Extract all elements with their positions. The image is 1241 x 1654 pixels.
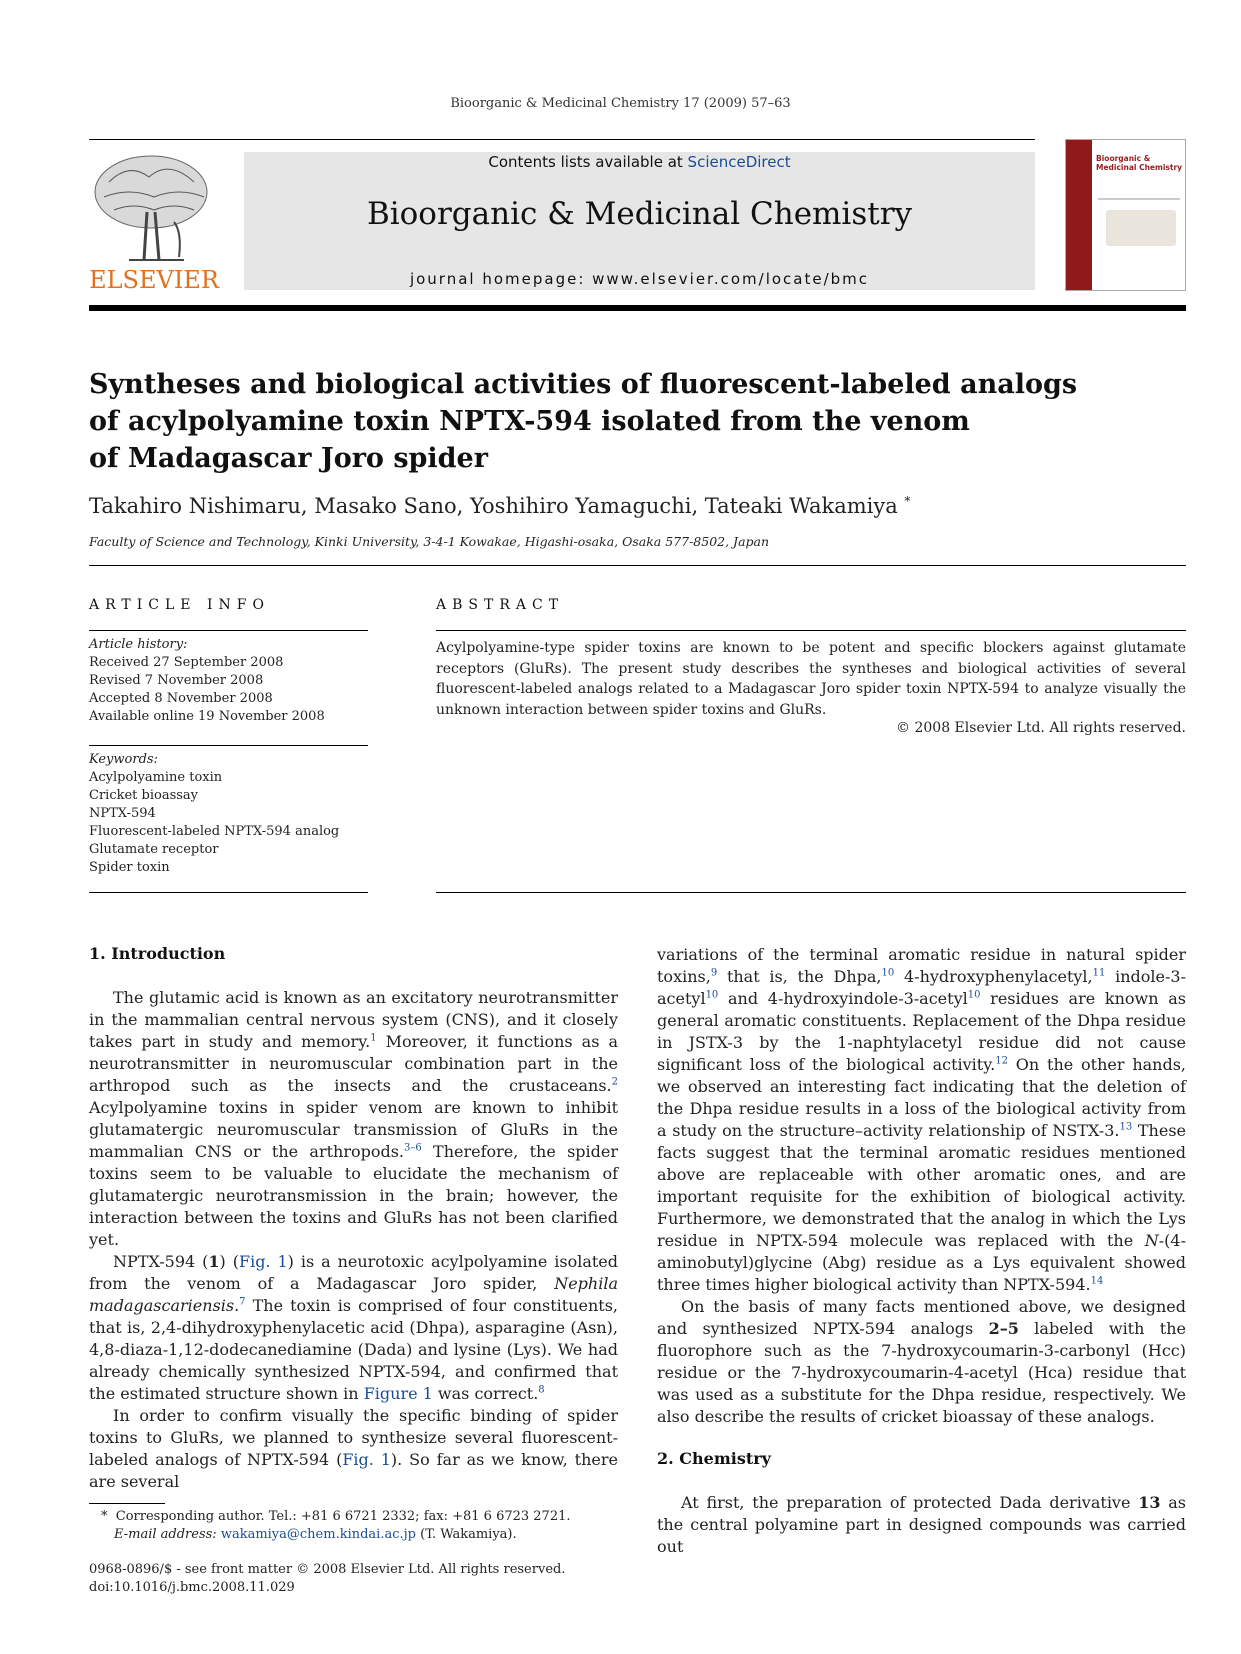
- figure-link[interactable]: Figure 1: [363, 1384, 433, 1403]
- intro-paragraph-3: In order to confirm visually the specific binding of spider toxins to GluRs, we planned to synthesize several fluorescent-labeled analogs of NPTX-594 (Fig. 1). So far as we know, there are several: [89, 1406, 618, 1491]
- ref-link[interactable]: 10: [967, 989, 981, 1001]
- section-heading-chemistry: 2. Chemistry: [657, 1449, 771, 1468]
- doi-line[interactable]: doi:10.1016/j.bmc.2008.11.029: [89, 1580, 295, 1595]
- ref-link[interactable]: 13: [1119, 1121, 1133, 1133]
- affiliation: Faculty of Science and Technology, Kinki University, 3-4-1 Kowakae, Higashi-osaka, Osaka 577-8502, Japan: [89, 534, 770, 549]
- cover-divider: [1098, 198, 1180, 200]
- ref-link[interactable]: 11: [1092, 967, 1106, 979]
- journal-cover-thumbnail: [1065, 139, 1186, 291]
- journal-homepage[interactable]: journal homepage: www.elsevier.com/locate/bmc: [409, 270, 870, 288]
- intro-paragraph-2: NPTX-594 (1) (Fig. 1) is a neurotoxic acylpolyamine isolated from the venom of a Madagascar Joro spider, Nephila madagascariensis.$^7$ The toxin is comprised of four constituents, that is, 2,4-dihydroxyphenylacetic acid (Dhpa), asparagine (Asn), 4,8-diaza-1,12-dodecanediamine (Dada) and lysine (Lys). We had already chemically synthesized NPTX-594, and confirmed that the estimated structure shown in Figure 1 was correct.$^8$: [89, 1252, 619, 1403]
- header-top-rule: [89, 139, 1035, 140]
- ref-link[interactable]: 14: [1090, 1275, 1104, 1287]
- keyword-item: NPTX-594: [89, 806, 156, 821]
- intro-paragraph-3-continued: variations of the terminal aromatic residue in natural spider toxins,$^9$ that is, the Dhpa,$^{10}$ 4-hydroxyphenylacetyl,$^{11}$ indole-3-acetyl$^{10}$ and 4-hydroxyindole-3-acetyl$^{10}$ residues are known as general aromatic constituents. Replacement of the Dhpa residue in JSTX-3 by the 1-naphtylacetyl residue did not cause significant loss of the biological activity.$^{12}$ On the other hands, we observed an interesting fact indicating that the deletion of the Dhpa residue results in a loss of the biological activity from a study on the structure–activity relationship of NSTX-3.13 These facts suggest that the terminal aromatic residues mentioned above are replaceable with other aromatic ones, and are important requisite for the exhibition of biological activity. Furthermore, we demonstrated that the analog in which the Lys residue in NPTX-594 molecule was replaced with the N-(4-aminobutyl)glycine (Abg) residue as a Lys equivalent showed three times higher biological activity than NPTX-594.14: [657, 945, 1187, 1294]
- ref-link[interactable]: 9: [710, 967, 718, 979]
- ref-link[interactable]: 10: [881, 967, 895, 979]
- abstract-copyright: © 2008 Elsevier Ltd. All rights reserved.: [896, 720, 1186, 736]
- title-line: of acylpolyamine toxin NPTX-594 isolated from the venom: [89, 406, 970, 437]
- ref-link[interactable]: 2: [611, 1076, 618, 1088]
- elsevier-wordmark: ELSEVIER: [89, 266, 219, 294]
- header-thick-rule: [89, 305, 1186, 311]
- ref-link[interactable]: 8: [538, 1384, 545, 1396]
- authors-text: Takahiro Nishimaru, Masako Sano, Yoshihiro Yamaguchi, Tateaki Wakamiya: [89, 494, 898, 518]
- journal-citation: Bioorganic & Medicinal Chemistry 17 (2009) 57–63: [450, 96, 791, 111]
- history-label: Article history:: [89, 637, 188, 652]
- intro-paragraph-4: On the basis of many facts mentioned above, we designed and synthesized NPTX-594 analogs 2–5 labeled with the fluorophore such as the 7-hydroxycoumarin-3-carbonyl (Hcc) residue or the 7-hydroxycoumarin-4-acetyl (Hca) residue that was used as a substitute for the Dhpa residue, respectively. We also describe the results of cricket bioassay of these analogs.: [657, 1297, 1186, 1426]
- abstract-heading: ABSTRACT: [436, 597, 565, 613]
- title-line: of Madagascar Joro spider: [89, 443, 488, 474]
- keywords-rule: [89, 745, 368, 746]
- title-line: Syntheses and biological activities of fluorescent-labeled analogs: [89, 369, 1078, 400]
- article-info-rule: [89, 630, 368, 631]
- keyword-item: Acylpolyamine toxin: [89, 770, 223, 785]
- ref-link[interactable]: 12: [995, 1055, 1008, 1067]
- sciencedirect-link[interactable]: ScienceDirect: [687, 153, 791, 171]
- email-footnote: E-mail address: wakamiya@chem.kindai.ac.jp (T. Wakamiya).: [114, 1527, 517, 1542]
- chemistry-paragraph-1: At first, the preparation of protected Dada derivative 13 as the central polyamine part in designed compounds was carried out: [657, 1493, 1186, 1556]
- cover-molecule-image: [1106, 210, 1176, 246]
- keyword-item: Spider toxin: [89, 860, 170, 875]
- article-title: [89, 366, 1089, 477]
- abstract-text: Acylpolyamine-type spider toxins are known to be potent and specific blockers against glutamate receptors (GluRs). The present study describes the syntheses and biological activities of several fluorescent-labeled analogs related to a Madagascar Joro spider toxin NPTX-594 to analyze visually the unknown interaction between spider toxins and GluRs.: [436, 640, 1186, 718]
- keyword-item: Fluorescent-labeled NPTX-594 analog: [89, 824, 340, 839]
- ref-link[interactable]: 3–6: [404, 1142, 422, 1154]
- article-info-heading: ARTICLE INFO: [89, 597, 270, 613]
- corresponding-author-mark[interactable]: *: [904, 494, 911, 508]
- contents-line: [244, 153, 1035, 171]
- history-item: Received 27 September 2008: [89, 655, 284, 670]
- history-item: Accepted 8 November 2008: [89, 691, 273, 706]
- figure-link[interactable]: Fig. 1: [238, 1252, 288, 1271]
- intro-paragraph-1: The glutamic acid is known as an excitatory neurotransmitter in the mammalian central nervous system (CNS), and it closely takes part in study and memory.$^1$ Moreover, it functions as a neurotransmitter in neuromuscular combination part in the arthropod such as the insects and the crustaceans.$^2$ Acylpolyamine toxins in spider venom are known to inhibit glutamatergic neuromuscular transmission of GluRs in the mammalian CNS or the arthropods.$^{3-6}$ Therefore, the spider toxins seem to be valuable to elucidate the mechanism of glutamatergic neurotransmission in the brain; however, the interaction between the toxins and GluRs has not been clarified yet.: [89, 988, 618, 1249]
- intro-right-column: [657, 944, 1186, 1428]
- section-heading-introduction: 1. Introduction: [89, 944, 226, 963]
- ref-link[interactable]: 1: [370, 1032, 377, 1044]
- keywords-label: Keywords:: [89, 752, 158, 767]
- corresponding-author-footnote: * Corresponding author. Tel.: +81 6 6721 2332; fax: +81 6 6723 2721.: [101, 1509, 571, 1524]
- species-name: Nephila madagascariensis.: [89, 1274, 618, 1315]
- issn-line: 0968-0896/$ - see front matter © 2008 Elsevier Ltd. All rights reserved.: [89, 1562, 566, 1577]
- cover-title: Bioorganic & Medicinal Chemistry: [1096, 154, 1183, 172]
- history-item: Available online 19 November 2008: [89, 709, 325, 724]
- article-info-bottom-rule: [89, 892, 368, 893]
- affiliation-rule: [89, 565, 1186, 566]
- email-link[interactable]: wakamiya@chem.kindai.ac.jp: [220, 1527, 416, 1542]
- author-list: [89, 494, 910, 518]
- journal-name: Bioorganic & Medicinal Chemistry: [366, 196, 913, 232]
- ref-link[interactable]: 10: [705, 989, 719, 1001]
- keywords: [89, 751, 379, 877]
- keyword-item: Cricket bioassay: [89, 788, 199, 803]
- article-history: [89, 636, 368, 726]
- footnote-rule: [89, 1503, 165, 1504]
- keyword-item: Glutamate receptor: [89, 842, 219, 857]
- footnote-mark: *: [101, 1509, 108, 1524]
- contents-prefix: Contents lists available at: [488, 153, 688, 171]
- cover-spine: [1066, 140, 1092, 290]
- abstract-rule: [436, 630, 1186, 631]
- chemistry-column: [657, 1492, 1186, 1558]
- intro-left-column: [89, 987, 618, 1493]
- front-matter: [89, 1561, 618, 1597]
- footnotes: [89, 1508, 618, 1544]
- ref-link[interactable]: 7: [239, 1296, 246, 1308]
- figure-link[interactable]: Fig. 1: [342, 1450, 391, 1469]
- history-item: Revised 7 November 2008: [89, 673, 264, 688]
- abstract-bottom-rule: [436, 892, 1186, 893]
